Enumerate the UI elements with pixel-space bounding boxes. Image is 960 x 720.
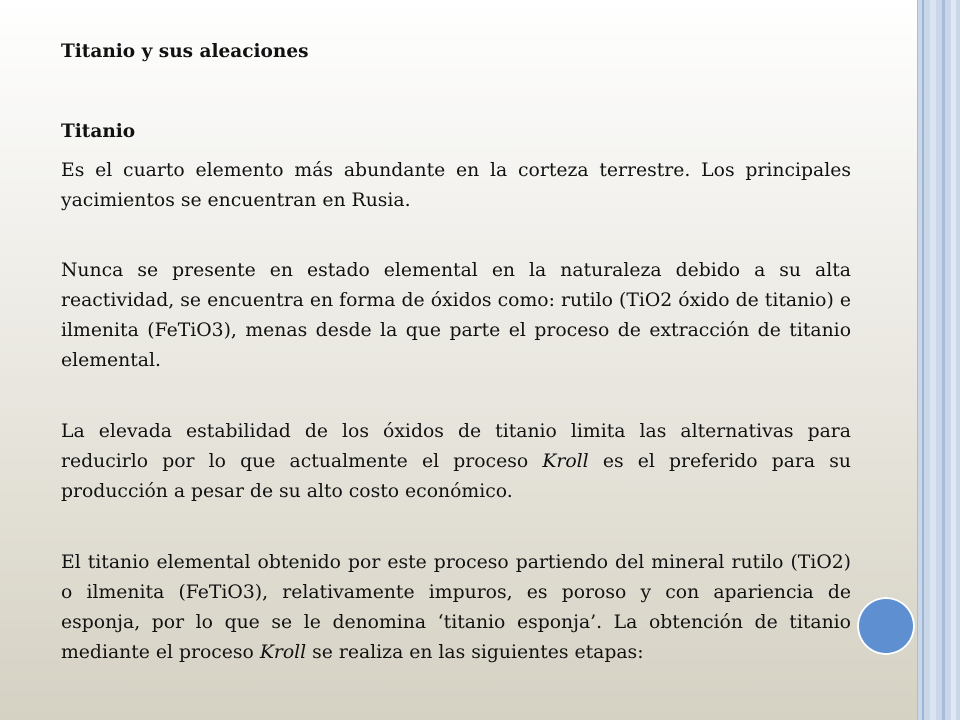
bar-stripe — [930, 0, 936, 720]
paragraph-3-kroll: Kroll — [542, 451, 589, 472]
paragraph-3-text-a: La elevada estabilidad de los óxidos de titanio limita las alternativas para reducirlo por lo que actualmente el proceso — [61, 421, 851, 472]
paragraph-2: Nunca se presente en estado elemental en la naturaleza debido a su alta reactividad, se encuentra en forma de óxidos como: rutilo (TiO2 óxido de titanio) e ilmenita (FeTiO3), menas desde la que parte el proceso de extracción de titanio elemental. — [61, 260, 851, 371]
paragraph-4 — [61, 548, 851, 668]
paragraph-4-kroll: Kroll — [259, 642, 307, 663]
decorative-circle — [857, 597, 915, 655]
right-decorative-bar — [917, 0, 960, 720]
paragraph-3-text-b: es el preferido para su producción a pesar de su alto costo económico. — [61, 451, 851, 502]
section-heading: Titanio — [61, 121, 136, 142]
paragraph-4-text-b: se realiza en las siguientes etapas: — [306, 642, 644, 663]
bar-stripe — [942, 0, 945, 720]
paragraph-3 — [61, 417, 851, 507]
bar-stripe — [951, 0, 956, 720]
slide-title: Titanio y sus aleaciones — [61, 41, 309, 62]
slide-content — [61, 40, 851, 668]
bar-stripe — [922, 0, 924, 720]
paragraph-1: Es el cuarto elemento más abundante en la corteza terrestre. Los principales yacimientos se encuentran en Rusia. — [61, 160, 851, 211]
paragraph-4-text-a: El titanio elemental obtenido por este proceso partiendo del mineral rutilo (TiO2) o ilmenita (FeTiO3), relativamente impuros, es poroso y con apariencia de esponja, por lo que se le denomina ‘titanio esponja’. La obtención de titanio mediante el proceso — [61, 552, 851, 663]
